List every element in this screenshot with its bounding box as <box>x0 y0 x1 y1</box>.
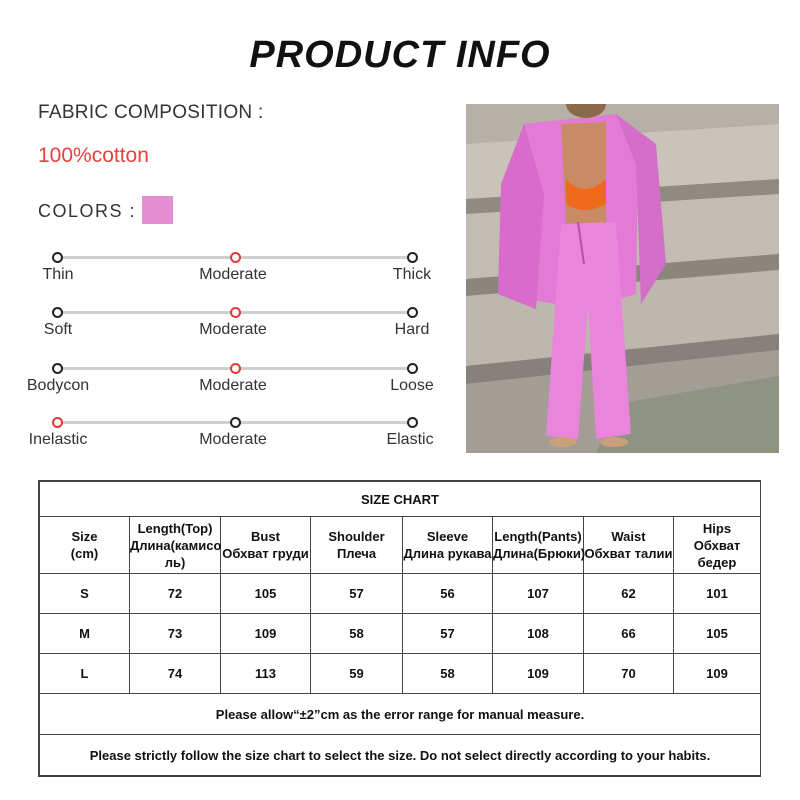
scale-dot-moderate <box>230 307 241 318</box>
table-cell: 74 <box>130 654 221 694</box>
table-cell: 58 <box>403 654 493 694</box>
table-cell: S <box>40 574 130 614</box>
scale-dot-loose <box>407 363 418 374</box>
header-bust: Bust Обхват груди <box>221 517 311 574</box>
scale-dot-moderate <box>230 363 241 374</box>
table-row <box>40 614 761 654</box>
table-cell: 109 <box>674 654 761 694</box>
scale-label-inelastic: Inelastic <box>28 431 88 448</box>
colors-label: COLORS : <box>38 201 137 221</box>
table-cell: 66 <box>584 614 674 654</box>
scale-label-moderate: Moderate <box>199 431 267 448</box>
scale-label-moderate: Moderate <box>199 266 267 283</box>
table-cell: 105 <box>221 574 311 614</box>
table-cell: 58 <box>311 614 403 654</box>
scale-label-loose: Loose <box>390 377 434 394</box>
scale-dot-bodycon <box>52 363 63 374</box>
product-photo-illustration <box>466 104 779 453</box>
color-swatch-pink[interactable] <box>142 196 173 224</box>
header-waist: Waist Обхват талии <box>584 517 674 574</box>
scale-label-soft: Soft <box>43 321 73 338</box>
header-size: Size (cm) <box>40 517 130 574</box>
product-photo <box>466 104 779 453</box>
table-cell: 113 <box>221 654 311 694</box>
fit-scale <box>26 362 434 402</box>
table-cell: 59 <box>311 654 403 694</box>
table-cell: 109 <box>493 654 584 694</box>
softness-scale <box>38 306 430 346</box>
table-cell: 57 <box>403 614 493 654</box>
scale-label-hard: Hard <box>394 321 430 338</box>
scale-label-moderate: Moderate <box>199 321 267 338</box>
table-cell: 56 <box>403 574 493 614</box>
page-title: PRODUCT INFO <box>249 34 551 76</box>
table-cell: L <box>40 654 130 694</box>
elasticity-scale <box>28 416 434 456</box>
fabric-composition-value: 100%cotton <box>38 144 149 167</box>
scale-dot-inelastic <box>52 417 63 428</box>
header-length-pants: Length(Pants) Длина(Брюки) <box>493 517 584 574</box>
scale-label-thick: Thick <box>392 266 432 283</box>
table-cell: 108 <box>493 614 584 654</box>
scale-dot-elastic <box>407 417 418 428</box>
scale-label-bodycon: Bodycon <box>26 377 90 394</box>
size-selection-warning: Please strictly follow the size chart to select the size. Do not select directly according to your habits. <box>40 735 761 776</box>
size-chart-title: SIZE CHART <box>40 482 761 517</box>
fabric-composition-label: FABRIC COMPOSITION : <box>38 102 264 123</box>
table-cell: 73 <box>130 614 221 654</box>
table-cell: 72 <box>130 574 221 614</box>
scale-label-thin: Thin <box>42 266 74 283</box>
table-cell: 70 <box>584 654 674 694</box>
header-hips: Hips Обхват бедер <box>674 517 761 574</box>
table-row <box>40 654 761 694</box>
header-sleeve: Sleeve Длина рукава <box>403 517 493 574</box>
scale-dot-thin <box>52 252 63 263</box>
table-cell: M <box>40 614 130 654</box>
scale-dot-moderate <box>230 252 241 263</box>
table-cell: 105 <box>674 614 761 654</box>
thickness-scale <box>38 251 432 291</box>
table-cell: 57 <box>311 574 403 614</box>
scale-dot-thick <box>407 252 418 263</box>
scale-dot-soft <box>52 307 63 318</box>
measurement-error-note: Please allow“±2”cm as the error range for manual measure. <box>40 694 761 735</box>
table-row <box>40 574 761 614</box>
scale-dot-hard <box>407 307 418 318</box>
scale-label-moderate: Moderate <box>199 377 267 394</box>
header-length-top: Length(Top) Длина(камисо ль) <box>130 517 221 574</box>
size-chart <box>38 480 761 777</box>
header-shoulder: Shoulder Плеча <box>311 517 403 574</box>
table-cell: 101 <box>674 574 761 614</box>
scale-dot-moderate <box>230 417 241 428</box>
table-cell: 107 <box>493 574 584 614</box>
scale-label-elastic: Elastic <box>386 431 434 448</box>
size-chart-header-row <box>40 517 761 574</box>
table-cell: 62 <box>584 574 674 614</box>
table-cell: 109 <box>221 614 311 654</box>
size-chart-table <box>39 481 761 776</box>
